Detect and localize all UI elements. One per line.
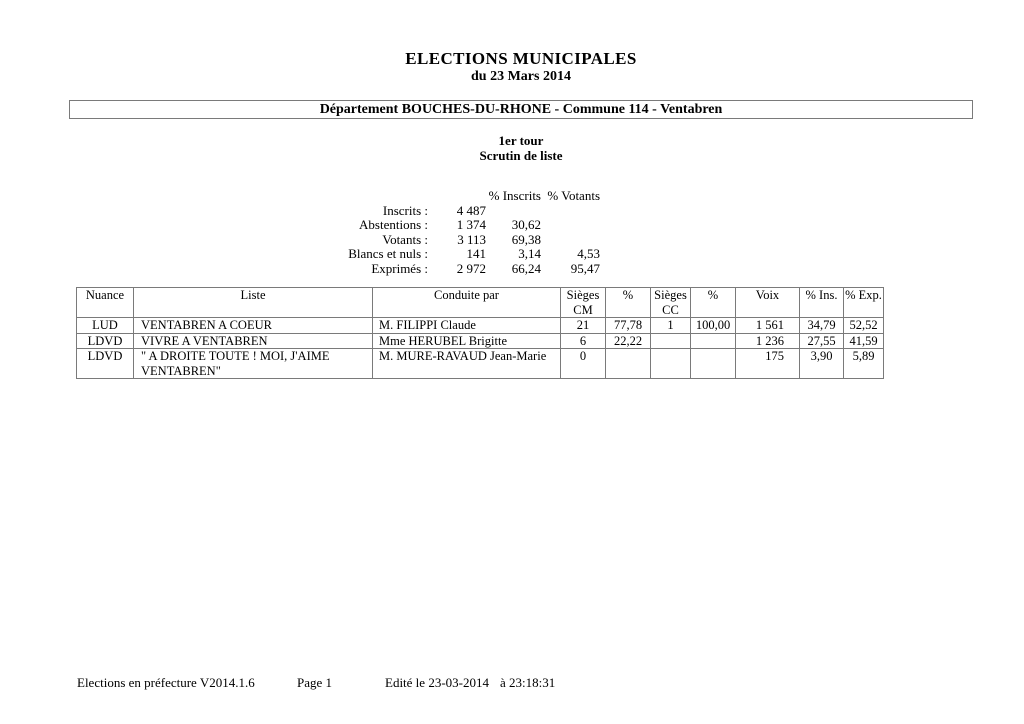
cell-pct-cm: 22,22 bbox=[606, 333, 651, 349]
col-header-pct-ins: % Ins. bbox=[800, 288, 844, 318]
cell-pct-ins: 3,90 bbox=[800, 349, 844, 379]
cell-pct-cm bbox=[606, 349, 651, 379]
results-table bbox=[76, 287, 884, 379]
footer-page-number: Page 1 bbox=[297, 675, 333, 690]
results-header-row bbox=[77, 288, 884, 318]
col-header-sieges-cm: Sièges CM bbox=[561, 288, 606, 318]
footer-app-version: Elections en préfecture V2014.1.6 bbox=[77, 675, 255, 690]
cell-sieges-cc bbox=[651, 333, 691, 349]
report-title-block bbox=[69, 49, 973, 85]
ballot-type-label: Scrutin de liste bbox=[479, 147, 563, 163]
report-date: du 23 Mars 2014 bbox=[471, 69, 571, 84]
cell-pct-exp: 41,59 bbox=[844, 333, 884, 349]
cell-sieges-cm: 6 bbox=[561, 333, 606, 349]
stat-pct-inscrits bbox=[486, 204, 541, 219]
cell-pct-exp: 52,52 bbox=[844, 318, 884, 334]
stats-header-pct-inscrits: % Inscrits bbox=[488, 188, 541, 203]
stat-pct-inscrits: 3,14 bbox=[518, 246, 541, 262]
col-header-pct-cc: % bbox=[691, 288, 736, 318]
cell-conduite-par: Mme HERUBEL Brigitte bbox=[373, 333, 561, 349]
cell-liste bbox=[134, 318, 373, 334]
stat-value: 141 bbox=[466, 246, 486, 262]
cell-nuance: LDVD bbox=[77, 349, 134, 379]
round-block bbox=[69, 134, 973, 163]
cell-pct-cc bbox=[691, 349, 736, 379]
cell-nuance: LUD bbox=[77, 318, 134, 334]
stat-label: Inscrits : bbox=[382, 202, 428, 218]
col-header-pct-cm: % bbox=[606, 288, 651, 318]
round-label: 1er tour bbox=[498, 133, 544, 148]
stat-label: Blancs et nuls : bbox=[348, 246, 428, 262]
stat-label: Abstentions : bbox=[359, 217, 428, 233]
stats-header-row bbox=[338, 189, 600, 204]
stat-pct-inscrits: 66,24 bbox=[511, 260, 541, 276]
turnout-stats bbox=[338, 189, 600, 277]
stat-value: 2 972 bbox=[456, 260, 486, 276]
cell-voix: 1 236 bbox=[736, 333, 800, 349]
results-table-container bbox=[76, 287, 884, 379]
cell-liste bbox=[134, 333, 373, 349]
cell-pct-cc: 100,00 bbox=[691, 318, 736, 334]
cell-pct-cc bbox=[691, 333, 736, 349]
cell-pct-ins: 27,55 bbox=[800, 333, 844, 349]
liste-line: VENTABREN A COEUR bbox=[141, 318, 272, 332]
stat-pct-votants bbox=[541, 233, 600, 248]
liste-line: " A DROITE TOUTE ! MOI, J'AIME bbox=[141, 349, 330, 363]
col-header-liste: Liste bbox=[134, 288, 373, 318]
stats-header-pct-votants: % Votants bbox=[547, 188, 600, 203]
cell-conduite-par: M. FILIPPI Claude bbox=[373, 318, 561, 334]
stat-pct-inscrits: 30,62 bbox=[511, 217, 541, 233]
col-header-voix: Voix bbox=[736, 288, 800, 318]
stat-pct-inscrits: 69,38 bbox=[511, 231, 541, 247]
cell-sieges-cc bbox=[651, 349, 691, 379]
results-row bbox=[77, 349, 884, 379]
col-header-nuance: Nuance bbox=[77, 288, 134, 318]
cell-voix: 175 bbox=[736, 349, 800, 379]
footer-edited-date: Edité le 23-03-2014 bbox=[385, 675, 489, 690]
cell-nuance: LDVD bbox=[77, 333, 134, 349]
stat-pct-votants bbox=[541, 204, 600, 219]
stats-row-abstentions bbox=[338, 218, 600, 233]
stat-pct-votants: 4,53 bbox=[577, 246, 600, 262]
cell-sieges-cc: 1 bbox=[651, 318, 691, 334]
col-header-conduite-par: Conduite par bbox=[373, 288, 561, 318]
stat-label: Exprimés : bbox=[371, 260, 428, 276]
stats-row-inscrits bbox=[338, 204, 600, 219]
liste-line: VENTABREN" bbox=[141, 363, 221, 378]
cell-pct-ins: 34,79 bbox=[800, 318, 844, 334]
stat-pct-votants: 95,47 bbox=[570, 260, 600, 276]
col-header-pct-exp: % Exp. bbox=[844, 288, 884, 318]
cell-liste bbox=[134, 349, 373, 379]
cell-pct-exp: 5,89 bbox=[844, 349, 884, 379]
cell-sieges-cm: 21 bbox=[561, 318, 606, 334]
cell-conduite-par: M. MURE-RAVAUD Jean-Marie bbox=[373, 349, 561, 379]
cell-pct-cm: 77,78 bbox=[606, 318, 651, 334]
stats-row-blancs-et-nuls bbox=[338, 247, 600, 262]
col-header-sieges-cc: Sièges CC bbox=[651, 288, 691, 318]
stat-label: Votants : bbox=[382, 231, 428, 247]
footer-edited-time: à 23:18:31 bbox=[500, 675, 556, 690]
report-title: ELECTIONS MUNICIPALES bbox=[405, 49, 637, 68]
stat-value: 3 113 bbox=[457, 231, 486, 247]
stat-value: 1 374 bbox=[456, 217, 486, 233]
cell-sieges-cm: 0 bbox=[561, 349, 606, 379]
liste-line: VIVRE A VENTABREN bbox=[141, 333, 268, 348]
stat-pct-votants bbox=[541, 218, 600, 233]
cell-voix: 1 561 bbox=[736, 318, 800, 334]
department-banner: Département BOUCHES-DU-RHONE - Commune 114 - Ventabren bbox=[69, 100, 973, 119]
stat-value: 4 487 bbox=[456, 202, 486, 218]
results-row bbox=[77, 333, 884, 349]
results-row bbox=[77, 318, 884, 334]
stats-row-votants bbox=[338, 233, 600, 248]
stats-row-exprimes bbox=[338, 262, 600, 277]
